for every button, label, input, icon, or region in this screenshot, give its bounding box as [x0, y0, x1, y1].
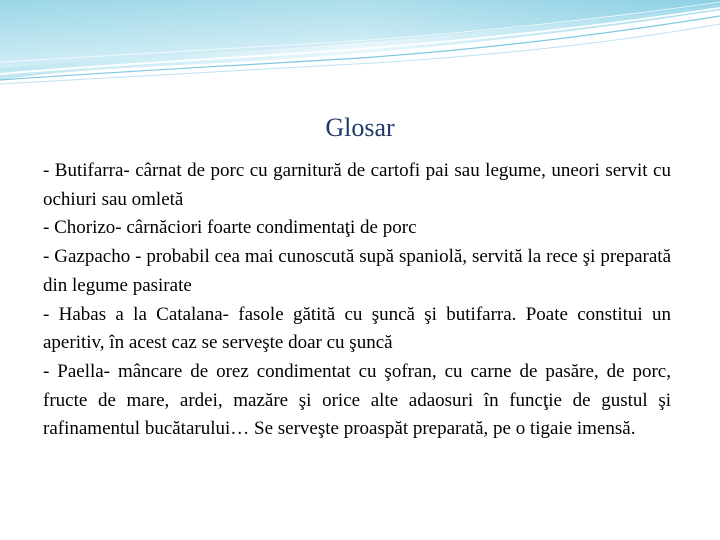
decorative-header-wave — [0, 0, 720, 90]
glossary-entry-paella: - Paella- mâncare de orez condimentat cu şofran, cu carne de pasăre, de porc, fructe de mare, ardei, mazăre şi orice alte adaosuri în funcţie de gustul şi rafinamentul bucătarului… Se serveşte proaspăt preparată, pe o tigaie imensă. — [43, 360, 671, 440]
slide-title — [0, 113, 720, 143]
glossary-entry-gazpacho: - Gazpacho - probabil cea mai cunoscută supă spaniolă, servită la rece şi preparată din legume pasirate — [43, 246, 671, 296]
glossary-entry-habas: - Habas a la Catalana- fasole gătită cu şuncă şi butifarra. Poate constitui un aperitiv, în acest caz se serveşte doar cu şuncă — [43, 303, 671, 354]
slide-title-text: Glosar — [325, 113, 395, 142]
glossary-entry-chorizo: - Chorizo- cârnăciori foarte condimentaţi de porc — [43, 217, 417, 239]
glossary-list — [43, 157, 671, 444]
glossary-entry-butifarra: - Butifarra- cârnat de porc cu garnitură de cartofi pai sau legume, uneori servit cu ochiuri sau omletă — [43, 160, 671, 210]
